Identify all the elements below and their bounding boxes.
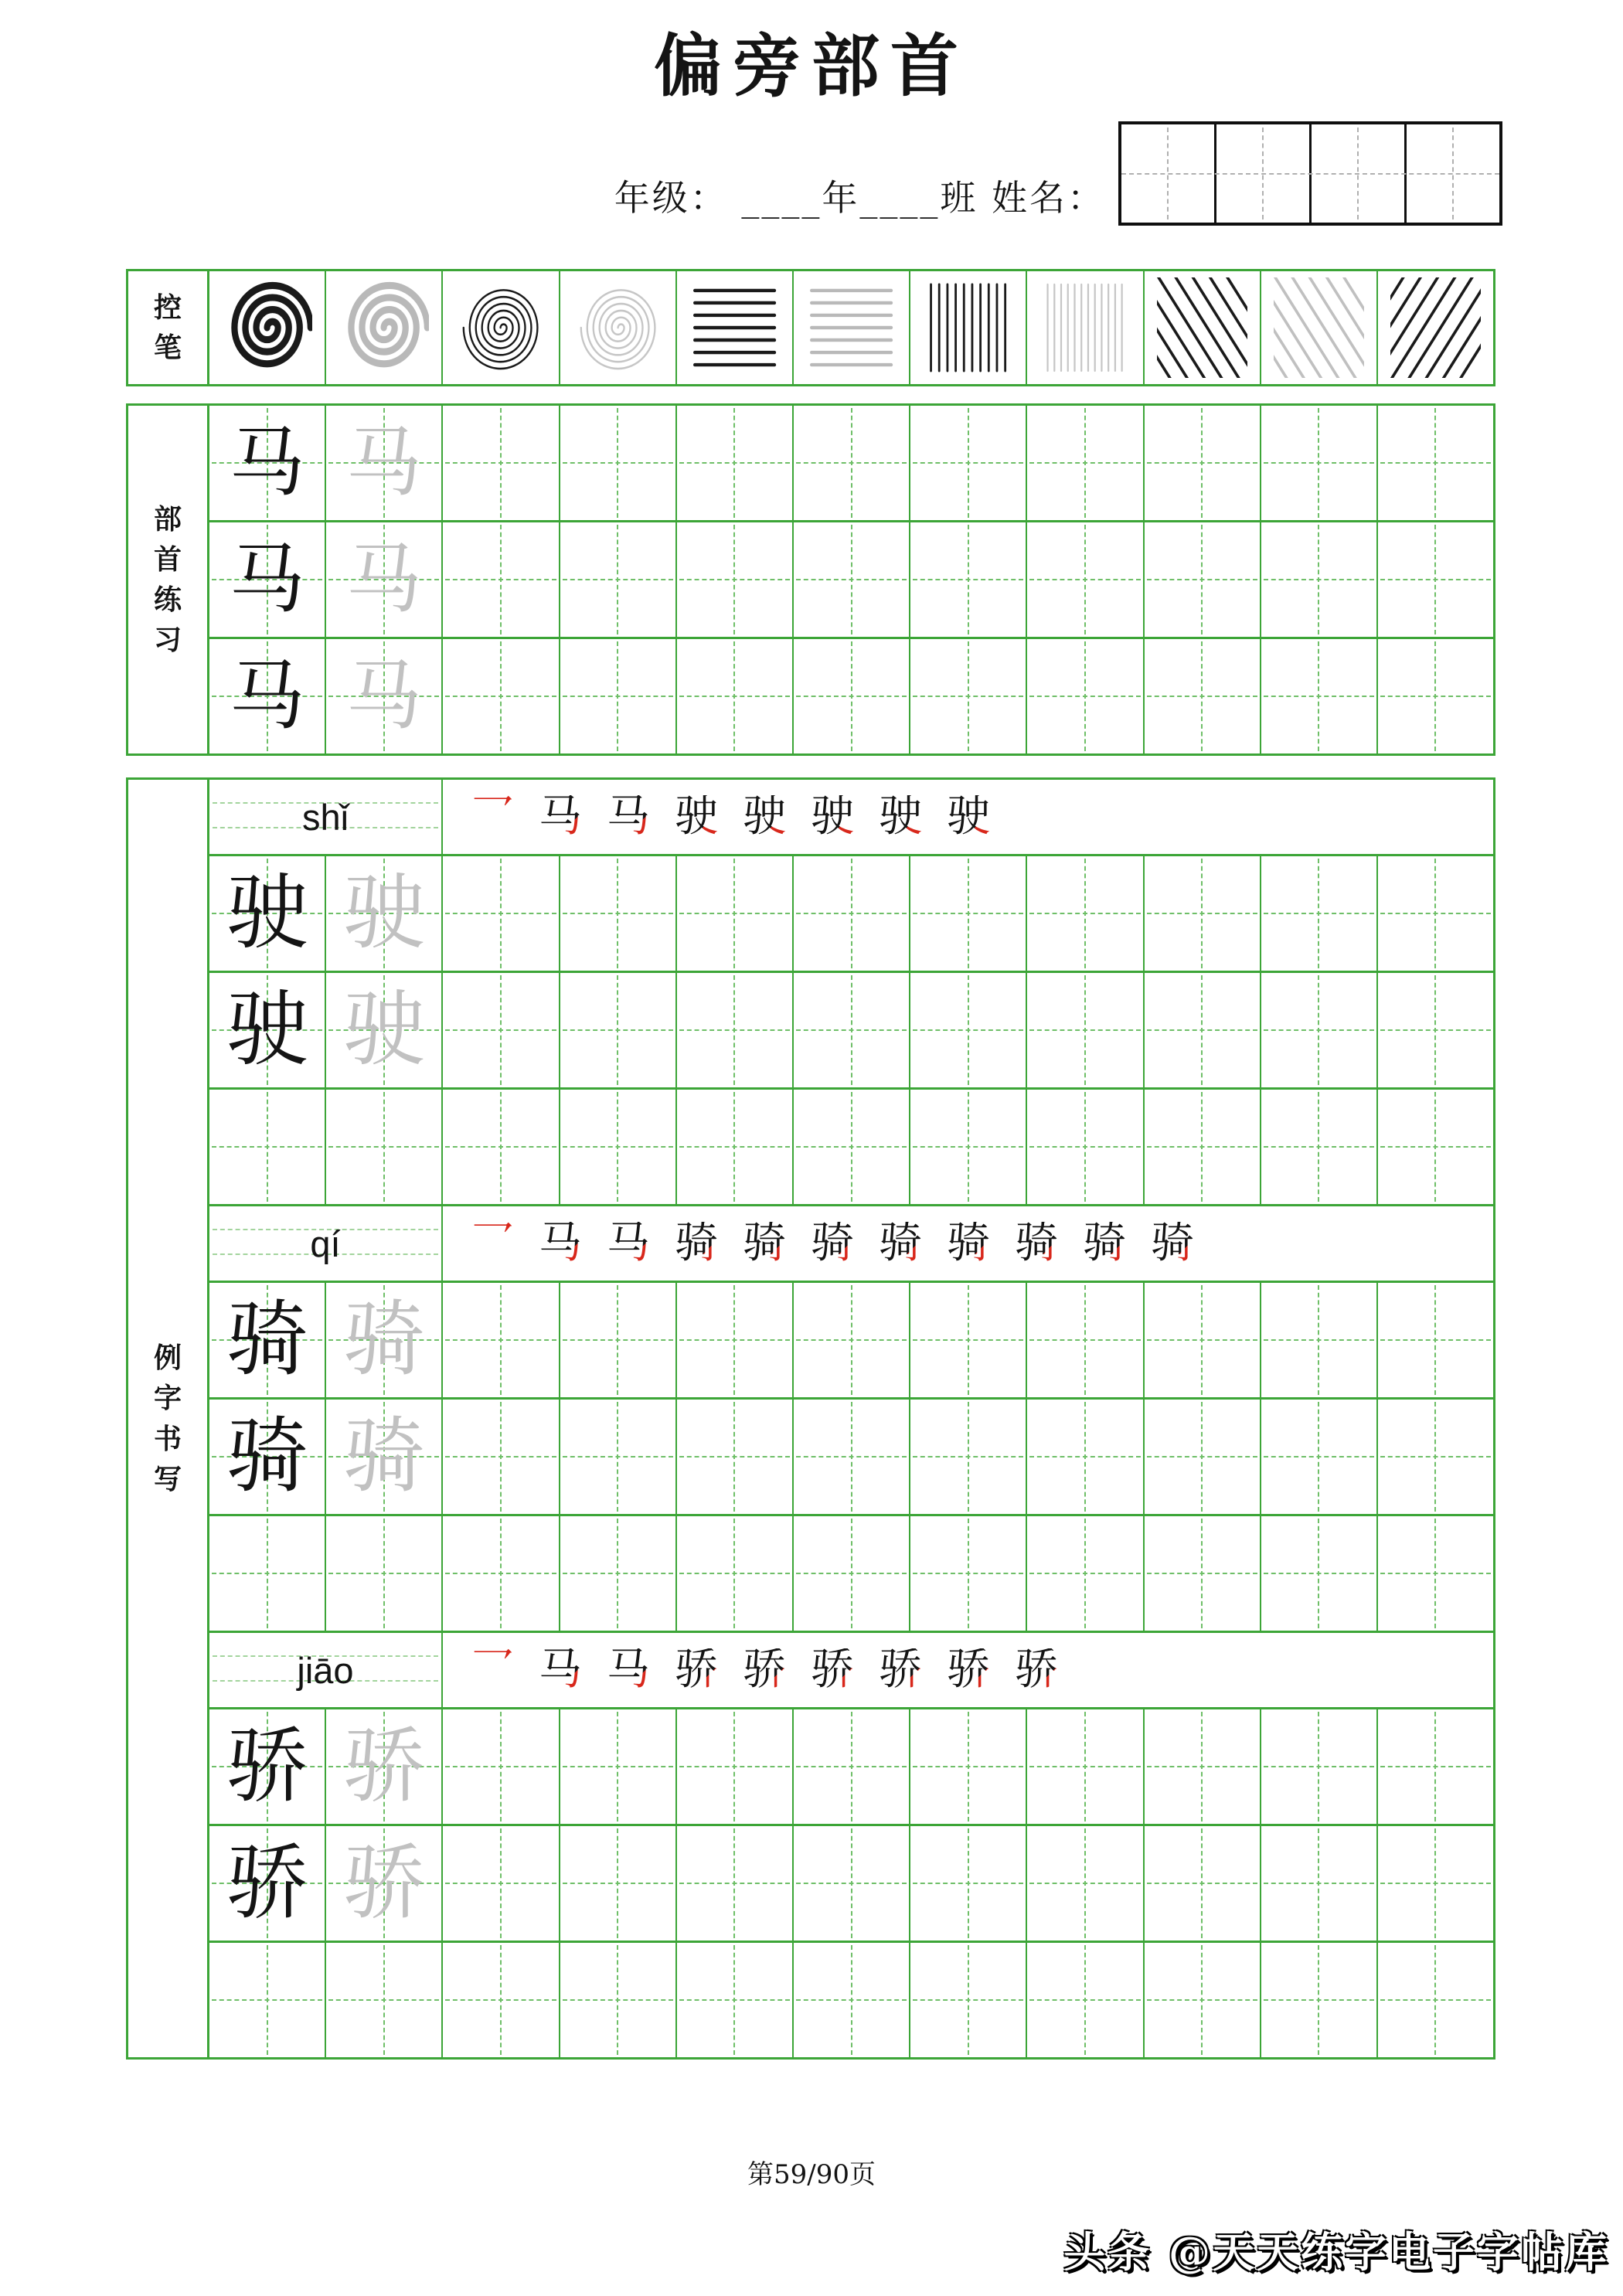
stroke-step-1: 乛	[471, 791, 514, 842]
empty-writing-cell	[559, 1943, 675, 2057]
example-writing-blocks	[209, 780, 1493, 2057]
page-number: 第59/90页	[747, 2159, 876, 2190]
empty-writing-cell	[1143, 406, 1260, 520]
empty-writing-cell	[675, 1943, 792, 2057]
empty-writing-cell	[1260, 856, 1376, 971]
model-char-cell	[209, 1400, 325, 1514]
stroke-step-6: 骑	[811, 1218, 854, 1268]
empty-writing-cell	[1376, 522, 1493, 637]
empty-writing-cell	[559, 973, 675, 1087]
empty-writing-cell	[559, 856, 675, 971]
empty-writing-cell	[441, 1516, 558, 1631]
spiral-bold-black-pattern-icon	[222, 277, 312, 378]
empty-writing-cell	[1260, 639, 1376, 753]
stroke-step-7: 驶	[879, 791, 922, 842]
empty-writing-cell	[209, 1516, 325, 1631]
pen-control-cell-spiral-bold-black	[209, 271, 325, 384]
watermark-text: 头条 @天天练字电子字帖库	[1063, 2227, 1609, 2277]
stroke-step-9: 骄	[1015, 1645, 1058, 1695]
page-title: 偏旁部首	[653, 26, 969, 106]
empty-writing-cell	[675, 1826, 792, 1941]
model-character: 驶	[226, 866, 308, 961]
trace-character: 骑	[342, 1292, 425, 1387]
pen-control-cell-spiral-fine-black	[441, 271, 558, 384]
example-writing-table	[126, 777, 1495, 2060]
practice-row	[209, 1707, 1493, 1824]
model-character: 马	[229, 419, 305, 507]
empty-writing-cell	[675, 856, 792, 971]
section-label-char: 练	[153, 583, 182, 616]
empty-writing-cell	[675, 639, 792, 753]
empty-writing-cell	[441, 856, 558, 971]
empty-writing-cell	[1260, 1090, 1376, 1204]
empty-writing-cell	[441, 639, 558, 753]
model-char-cell	[209, 1283, 325, 1397]
trace-character: 驶	[342, 866, 425, 961]
empty-writing-cell	[1026, 1400, 1142, 1514]
empty-writing-cell	[792, 639, 909, 753]
spiral-bold-gray-pattern-icon	[339, 277, 429, 378]
empty-writing-cell	[909, 1090, 1026, 1204]
trace-character: 骄	[342, 1719, 425, 1814]
empty-writing-cell	[675, 1090, 792, 1204]
pen-control-cells	[209, 271, 1493, 384]
stroke-step-4: 驶	[675, 791, 718, 842]
empty-practice-row	[209, 1087, 1493, 1204]
model-char-cell	[209, 406, 325, 520]
empty-writing-cell	[559, 406, 675, 520]
empty-writing-cell	[441, 1090, 558, 1204]
empty-writing-cell	[1143, 856, 1260, 971]
stroke-step-3: 马	[607, 1645, 650, 1695]
trace-character: 驶	[342, 982, 425, 1077]
model-character: 骑	[226, 1292, 308, 1387]
empty-writing-cell	[909, 1516, 1026, 1631]
empty-writing-cell	[909, 856, 1026, 971]
empty-writing-cell	[792, 973, 909, 1087]
pinyin-text: jiāo	[297, 1649, 354, 1691]
empty-writing-cell	[1026, 973, 1142, 1087]
pinyin-stroke-row	[209, 1631, 1493, 1707]
empty-writing-cell	[1376, 1709, 1493, 1824]
empty-writing-cell	[441, 1943, 558, 2057]
diagonal-lines-fwd-black-pattern-icon	[1390, 277, 1481, 378]
stroke-step-1: 乛	[471, 1645, 514, 1695]
pen-control-label	[128, 271, 209, 384]
radical-practice-table	[126, 403, 1495, 756]
trace-char-cell	[325, 1283, 441, 1397]
empty-writing-cell	[1026, 1943, 1142, 2057]
stroke-order-sequence	[443, 1206, 1493, 1281]
pinyin-cell	[209, 1633, 443, 1707]
empty-writing-cell	[909, 1709, 1026, 1824]
stroke-step-5: 骄	[743, 1645, 786, 1695]
name-grid-cell	[1407, 124, 1499, 223]
pen-control-cell-vertical-lines-black	[909, 271, 1026, 384]
empty-writing-cell	[441, 1709, 558, 1824]
stroke-step-8: 骄	[947, 1645, 990, 1695]
practice-row	[209, 971, 1493, 1087]
model-char-cell	[209, 639, 325, 753]
stroke-step-1: 乛	[471, 1218, 514, 1268]
empty-writing-cell	[1026, 522, 1142, 637]
pinyin-stroke-row	[209, 780, 1493, 854]
spiral-fine-gray-pattern-icon	[573, 277, 663, 378]
diagonal-lines-back-gray-pattern-icon	[1274, 277, 1364, 378]
stroke-step-5: 骑	[743, 1218, 786, 1268]
trace-char-cell	[325, 1826, 441, 1941]
empty-writing-cell	[1143, 639, 1260, 753]
pen-control-cell-diagonal-lines-back-black	[1143, 271, 1260, 384]
horizontal-lines-gray-pattern-icon	[806, 277, 897, 378]
pen-control-cell-spiral-bold-gray	[325, 271, 441, 384]
example-writing-label	[128, 780, 209, 2057]
trace-character: 骄	[342, 1835, 425, 1930]
pen-control-cell-spiral-fine-gray	[559, 271, 675, 384]
empty-writing-cell	[909, 1283, 1026, 1397]
stroke-order-sequence	[443, 780, 1493, 854]
empty-writing-cell	[909, 1826, 1026, 1941]
empty-writing-cell	[559, 639, 675, 753]
stroke-step-2: 马	[539, 791, 582, 842]
radical-practice-label	[128, 406, 209, 753]
empty-writing-cell	[1376, 1400, 1493, 1514]
empty-writing-cell	[1143, 973, 1260, 1087]
stroke-step-5: 驶	[743, 791, 786, 842]
grade-name-line: 年级： ____年____班 姓名：	[614, 177, 1105, 219]
stroke-step-7: 骑	[879, 1218, 922, 1268]
empty-writing-cell	[792, 856, 909, 971]
empty-writing-cell	[675, 522, 792, 637]
empty-writing-cell	[909, 639, 1026, 753]
empty-practice-row	[209, 1941, 1493, 2057]
diagonal-lines-back-black-pattern-icon	[1157, 277, 1247, 378]
empty-writing-cell	[559, 1090, 675, 1204]
empty-writing-cell	[1376, 973, 1493, 1087]
stroke-step-4: 骄	[675, 1645, 718, 1695]
model-character: 驶	[226, 982, 308, 1077]
empty-writing-cell	[909, 973, 1026, 1087]
empty-writing-cell	[1260, 973, 1376, 1087]
empty-writing-cell	[1376, 639, 1493, 753]
model-char-cell	[209, 1709, 325, 1824]
trace-char-cell	[325, 639, 441, 753]
trace-char-cell	[325, 856, 441, 971]
practice-row	[209, 854, 1493, 971]
empty-writing-cell	[1143, 1709, 1260, 1824]
name-grid-cell	[1312, 124, 1407, 223]
empty-writing-cell	[1376, 1283, 1493, 1397]
empty-writing-cell	[1026, 406, 1142, 520]
practice-row	[209, 1824, 1493, 1941]
pen-control-cell-horizontal-lines-gray	[792, 271, 909, 384]
empty-writing-cell	[325, 1943, 441, 2057]
empty-writing-cell	[1260, 1283, 1376, 1397]
empty-writing-cell	[1376, 856, 1493, 971]
model-character: 骄	[226, 1835, 308, 1930]
pen-control-cell-diagonal-lines-back-gray	[1260, 271, 1376, 384]
model-char-cell	[209, 522, 325, 637]
empty-writing-cell	[675, 973, 792, 1087]
pen-control-cell-diagonal-lines-fwd-black	[1376, 271, 1493, 384]
empty-writing-cell	[792, 1283, 909, 1397]
model-char-cell	[209, 973, 325, 1087]
empty-writing-cell	[441, 522, 558, 637]
empty-writing-cell	[792, 1826, 909, 1941]
trace-char-cell	[325, 522, 441, 637]
pen-control-table	[126, 269, 1495, 386]
empty-writing-cell	[792, 522, 909, 637]
empty-writing-cell	[441, 1283, 558, 1397]
trace-character: 马	[345, 536, 422, 624]
empty-writing-cell	[1143, 1400, 1260, 1514]
empty-writing-cell	[675, 406, 792, 520]
empty-writing-cell	[1260, 1516, 1376, 1631]
empty-writing-cell	[675, 1283, 792, 1397]
horizontal-lines-black-pattern-icon	[689, 277, 780, 378]
empty-writing-cell	[209, 1090, 325, 1204]
pen-control-cell-horizontal-lines-black	[675, 271, 792, 384]
empty-writing-cell	[1260, 1943, 1376, 2057]
model-character: 骄	[226, 1719, 308, 1814]
section-label-char: 写	[153, 1462, 182, 1495]
name-grid-cell	[1121, 124, 1216, 223]
stroke-step-8: 驶	[947, 791, 990, 842]
vertical-lines-gray-pattern-icon	[1039, 277, 1130, 378]
stroke-step-7: 骄	[879, 1645, 922, 1695]
empty-writing-cell	[1143, 1283, 1260, 1397]
stroke-order-sequence	[443, 1633, 1493, 1707]
trace-char-cell	[325, 1709, 441, 1824]
empty-writing-cell	[325, 1090, 441, 1204]
trace-character: 马	[345, 419, 422, 507]
empty-writing-cell	[325, 1516, 441, 1631]
empty-writing-cell	[1260, 406, 1376, 520]
stroke-step-2: 马	[539, 1645, 582, 1695]
trace-character: 骑	[342, 1409, 425, 1504]
pinyin-text: qí	[310, 1223, 341, 1264]
empty-writing-cell	[1026, 1090, 1142, 1204]
stroke-step-11: 骑	[1151, 1218, 1194, 1268]
empty-writing-cell	[792, 1943, 909, 2057]
empty-writing-cell	[1143, 522, 1260, 637]
empty-writing-cell	[675, 1709, 792, 1824]
model-character: 马	[229, 536, 305, 624]
section-label-char: 习	[153, 624, 182, 657]
empty-writing-cell	[441, 406, 558, 520]
section-label-char: 书	[153, 1422, 182, 1455]
empty-writing-cell	[559, 1400, 675, 1514]
empty-writing-cell	[559, 1283, 675, 1397]
pinyin-text: shǐ	[301, 796, 349, 838]
empty-writing-cell	[1026, 1283, 1142, 1397]
empty-writing-cell	[1260, 1709, 1376, 1824]
empty-writing-cell	[1026, 639, 1142, 753]
pen-control-cell-vertical-lines-gray	[1026, 271, 1142, 384]
empty-writing-cell	[1376, 1516, 1493, 1631]
name-grid	[1118, 121, 1502, 226]
empty-writing-cell	[909, 522, 1026, 637]
stroke-step-4: 骑	[675, 1218, 718, 1268]
practice-row	[209, 1281, 1493, 1397]
stroke-step-2: 马	[539, 1218, 582, 1268]
vertical-lines-black-pattern-icon	[923, 277, 1013, 378]
empty-writing-cell	[441, 1400, 558, 1514]
empty-writing-cell	[1026, 1516, 1142, 1631]
empty-practice-row	[209, 1514, 1493, 1631]
empty-writing-cell	[792, 1400, 909, 1514]
model-char-cell	[209, 856, 325, 971]
trace-char-cell	[325, 973, 441, 1087]
empty-writing-cell	[559, 1516, 675, 1631]
empty-writing-cell	[1376, 1090, 1493, 1204]
pinyin-stroke-row	[209, 1204, 1493, 1281]
empty-writing-cell	[559, 1826, 675, 1941]
empty-writing-cell	[1376, 1826, 1493, 1941]
empty-writing-cell	[1026, 1826, 1142, 1941]
empty-writing-cell	[675, 1400, 792, 1514]
empty-writing-cell	[1143, 1516, 1260, 1631]
empty-writing-cell	[559, 1709, 675, 1824]
empty-writing-cell	[909, 1400, 1026, 1514]
stroke-step-9: 骑	[1015, 1218, 1058, 1268]
section-label-char: 控	[153, 291, 182, 324]
empty-writing-cell	[1026, 856, 1142, 971]
section-label-char: 笔	[153, 332, 182, 364]
stroke-step-3: 马	[607, 791, 650, 842]
trace-char-cell	[325, 406, 441, 520]
name-grid-cell	[1216, 124, 1312, 223]
empty-writing-cell	[909, 1943, 1026, 2057]
trace-char-cell	[325, 1400, 441, 1514]
section-label-char: 部	[153, 502, 182, 536]
empty-writing-cell	[909, 406, 1026, 520]
empty-writing-cell	[559, 522, 675, 637]
stroke-step-3: 马	[607, 1218, 650, 1268]
empty-writing-cell	[1260, 1400, 1376, 1514]
section-label-char: 字	[153, 1382, 182, 1415]
stroke-step-8: 骑	[947, 1218, 990, 1268]
practice-row	[209, 406, 1493, 520]
empty-writing-cell	[1143, 1943, 1260, 2057]
empty-writing-cell	[1260, 1826, 1376, 1941]
practice-row	[209, 1397, 1493, 1514]
pinyin-cell	[209, 1206, 443, 1281]
empty-writing-cell	[1376, 406, 1493, 520]
empty-writing-cell	[792, 1516, 909, 1631]
model-character: 骑	[226, 1409, 308, 1504]
empty-writing-cell	[441, 973, 558, 1087]
stroke-step-10: 骑	[1083, 1218, 1126, 1268]
empty-writing-cell	[1143, 1826, 1260, 1941]
empty-writing-cell	[1376, 1943, 1493, 2057]
practice-row	[209, 520, 1493, 637]
empty-writing-cell	[1026, 1709, 1142, 1824]
stroke-step-6: 骄	[811, 1645, 854, 1695]
empty-writing-cell	[209, 1943, 325, 2057]
radical-practice-rows	[209, 406, 1493, 753]
empty-writing-cell	[792, 406, 909, 520]
trace-character: 马	[345, 652, 422, 740]
pinyin-cell	[209, 780, 443, 854]
spiral-fine-black-pattern-icon	[455, 277, 546, 378]
empty-writing-cell	[792, 1709, 909, 1824]
empty-writing-cell	[1260, 522, 1376, 637]
model-char-cell	[209, 1826, 325, 1941]
stroke-step-6: 驶	[811, 791, 854, 842]
section-label-char: 例	[153, 1342, 182, 1375]
practice-row	[209, 637, 1493, 753]
empty-writing-cell	[792, 1090, 909, 1204]
empty-writing-cell	[441, 1826, 558, 1941]
empty-writing-cell	[1143, 1090, 1260, 1204]
empty-writing-cell	[675, 1516, 792, 1631]
model-character: 马	[229, 652, 305, 740]
section-label-char: 首	[153, 543, 182, 576]
